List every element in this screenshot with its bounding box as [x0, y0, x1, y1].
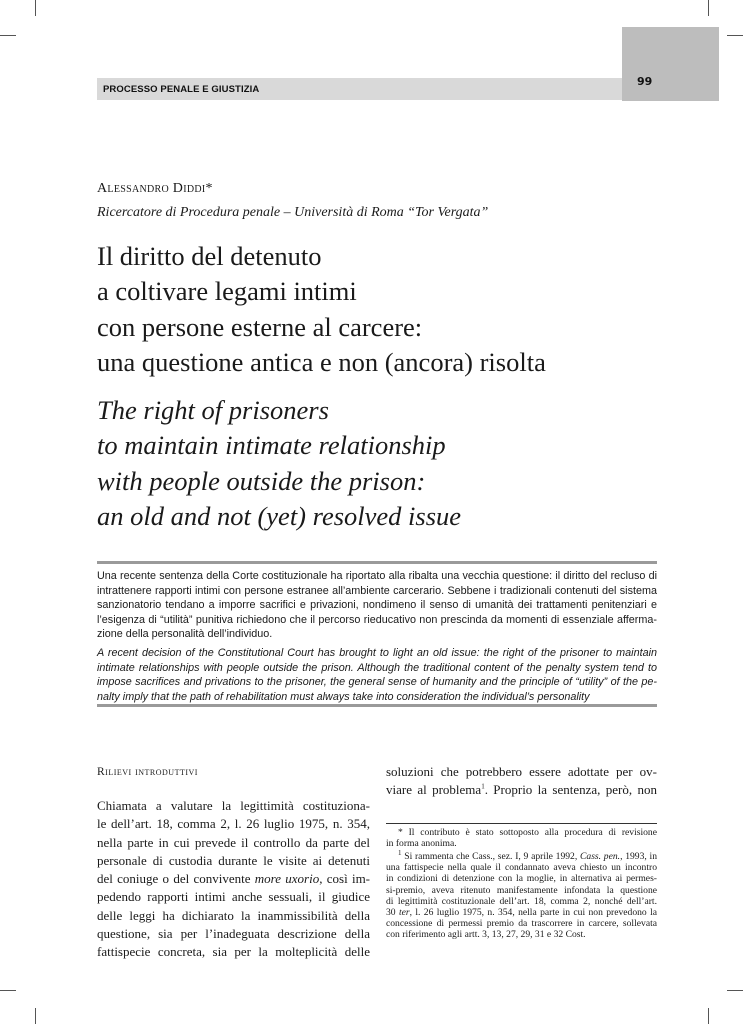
- body-line: soluzioni che potrebbero essere adottate per ov-: [386, 764, 657, 779]
- section-heading: Rilievi introduttivi: [97, 766, 198, 778]
- footnote-rule: [386, 823, 657, 824]
- footnote-line: [386, 848, 657, 862]
- crop-mark: [0, 35, 16, 36]
- abstract-line: nalty imply that the path of rehabilitation must always take into consideration the individual’s personality: [97, 690, 590, 703]
- body-text: . Proprio la sentenza, però, non: [484, 782, 657, 798]
- footnote-line: concessione di permessi premio da trascorrere in carcere, sollevata: [386, 918, 657, 930]
- body-line: delle leggi ha dichiarato la inammissibilità della: [97, 907, 370, 923]
- footnote-star: [386, 827, 657, 849]
- abstract-english: [97, 646, 657, 704]
- footnote-line: [386, 907, 657, 918]
- abstract-line: sanzionatorio tendano a imporre sacrifici e privazioni, nondimeno il senso di umanità dei trattamenti penitenziari e: [97, 599, 657, 612]
- footnote-line: in condizioni di detenzione con la moglie, in alternativa ai permes-: [386, 873, 657, 885]
- page-number-box: [622, 27, 719, 101]
- body-text-italic: more uxorio: [254, 871, 320, 887]
- body-text: viare al problema: [386, 782, 482, 798]
- footnote-number: 1: [398, 848, 402, 857]
- footnote-line: di legittimità costituzionale dell’art. 18, comma 2, nonché dell’art.: [386, 895, 657, 907]
- footnote-text-italic: Cass. pen.: [580, 851, 621, 862]
- footnote-ref: 1: [481, 782, 485, 791]
- body-text: , così im-: [319, 871, 371, 887]
- article-title-english: [97, 393, 461, 534]
- crop-mark: [708, 0, 709, 16]
- body-line: questione, sia per l’inadeguata descrizione della: [97, 926, 370, 942]
- footnote-line: una fattispecie nella quale il condannato aveva chiesto un incontro: [386, 862, 657, 874]
- footnote-line: si-premio, aveva ritenuto manifestamente infondata la questione: [386, 884, 657, 896]
- footnote-line: * Il contributo è stato sottoposto alla procedura di revisione: [398, 827, 657, 838]
- author-name: Alessandro Diddi*: [97, 181, 213, 196]
- title-line: with people outside the prison:: [97, 465, 426, 496]
- abstract-line: intimate relationships with people outside the prison. Although the traditional content of the penalty system tend to: [97, 661, 657, 674]
- crop-mark: [35, 1008, 36, 1024]
- footnote-text: , l. 26 luglio 1975, n. 354, nella parte in cui non prevedono la: [409, 907, 657, 919]
- footnote-text-italic: ter: [398, 907, 410, 919]
- footnote-text: Si rammenta che Cass., sez. I, 9 aprile 1992,: [401, 851, 580, 862]
- page-number: 99: [637, 75, 653, 88]
- abstract-line: zione della personalità dell’individuo.: [97, 628, 273, 641]
- footnote-text: 30: [386, 907, 399, 919]
- body-line: fattispecie concreta, sia per la molteplicità delle: [97, 944, 370, 960]
- body-line: personale di custodia durante le visite ai detenuti: [97, 852, 370, 868]
- body-line: [97, 870, 370, 888]
- footnote-line: in forma anonima.: [386, 838, 457, 850]
- footnote-1: [386, 848, 657, 941]
- crop-mark: [727, 990, 743, 991]
- body-line: [386, 781, 657, 799]
- abstract-top-rule: [97, 561, 657, 564]
- crop-mark: [35, 0, 36, 16]
- title-line: to maintain intimate relationship: [97, 430, 446, 461]
- body-line: pedendo rapporti intimi anche sessuali, il giudice: [97, 889, 370, 905]
- body-column-right: [386, 763, 657, 800]
- body-line: nella parte in cui prevede il controllo da parte del: [97, 834, 370, 850]
- title-line: a coltivare legami intimi: [97, 276, 357, 307]
- title-line: Il diritto del detenuto: [97, 241, 322, 271]
- author-affiliation: Ricercatore di Procedura penale – Università di Roma “Tor Vergata”: [97, 205, 489, 220]
- article-title-italian: [97, 239, 546, 380]
- title-line: una questione antica e non (ancora) risolta: [97, 346, 546, 377]
- abstract-line: Una recente sentenza della Corte costituzionale ha riportato alla ribalta una vecchia questione: il diritto del recluso di: [97, 570, 657, 582]
- running-header-title: PROCESSO PENALE E GIUSTIZIA: [103, 84, 260, 95]
- body-text: del coniuge o del convivente: [97, 871, 255, 887]
- crop-mark: [0, 990, 16, 991]
- footnote-text: , 1993, in: [620, 851, 657, 862]
- abstract-italian: [97, 569, 657, 642]
- abstract-bottom-rule: [97, 704, 657, 707]
- title-line: con persone esterne al carcere:: [97, 311, 423, 342]
- abstract-line: l’esigenza di “utilità” punitiva richiedono che il percorso rieducativo non prescinda da momenti di essenziale afferma-: [97, 613, 657, 626]
- abstract-line: intrattenere rapporti intimi con persone estranee all’ambiente carcerario. Sebbene i tradizionali contenuti del sistema: [97, 584, 657, 597]
- crop-mark: [708, 1008, 709, 1024]
- abstract-line: A recent decision of the Constitutional Court has brought to light an old issue: the right of the prisoner to maintain: [97, 647, 657, 659]
- abstract-line: impose sacrifices and privations to the prisoner, the general sense of humanity and the principle of “utility” of the pe-: [97, 676, 657, 689]
- title-line: an old and not (yet) resolved issue: [97, 500, 462, 531]
- crop-mark: [727, 35, 743, 36]
- footnote-line: con riferimento agli artt. 3, 13, 27, 29, 31 e 32 Cost.: [386, 929, 586, 941]
- body-line: le dell’art. 18, comma 2, l. 26 luglio 1975, n. 354,: [97, 816, 370, 832]
- title-line: The right of prisoners: [97, 395, 329, 425]
- body-column-left: [97, 797, 370, 962]
- body-line: Chiamata a valutare la legittimità costituziona-: [97, 798, 370, 813]
